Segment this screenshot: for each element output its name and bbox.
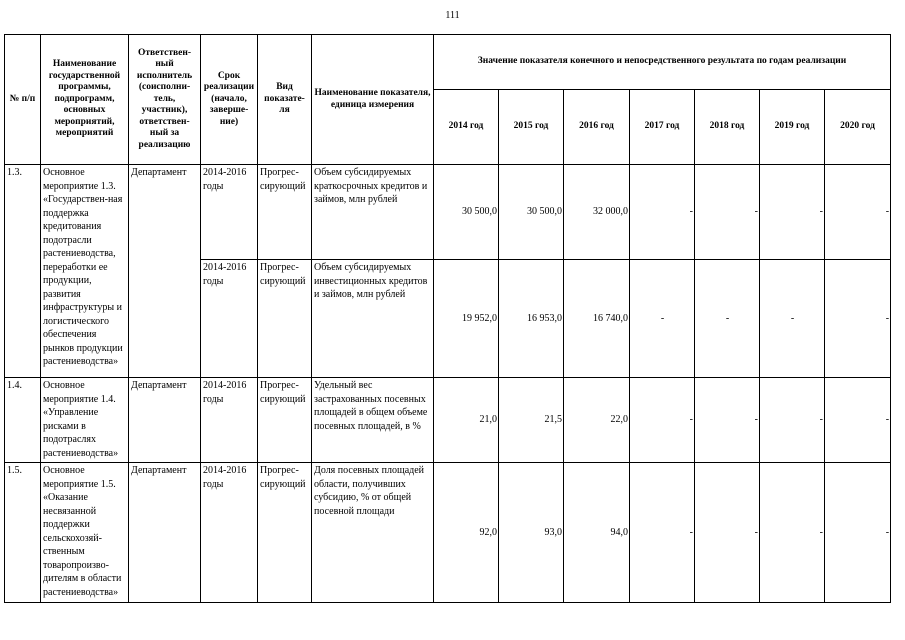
indicators-table bbox=[4, 34, 891, 603]
value-cell: - bbox=[630, 378, 695, 463]
header-year: 2020 год bbox=[825, 90, 891, 165]
value-cell: 94,0 bbox=[564, 463, 630, 603]
header-year: 2018 год bbox=[695, 90, 760, 165]
header-values-group: Значение показателя конечного и непосредственного результата по годам реализации bbox=[434, 35, 891, 90]
header-name: Наименование государственной программы, подпрограмм, основных мероприятий, мероприятий bbox=[41, 35, 129, 165]
indicator-name: Удельный вес застрахованных посевных площадей в общем объеме посевных площадей, в % bbox=[312, 378, 434, 463]
activity-name: Основное мероприятие 1.3. «Государствен-ная поддержка кредитования подотрасли растениеводства, переработки ее продукции, развития инфраструктуры и логистического обеспечения рынков продукции растениеводства» bbox=[41, 165, 129, 378]
value-cell: - bbox=[760, 463, 825, 603]
value-cell: 92,0 bbox=[434, 463, 499, 603]
value-cell: - bbox=[825, 165, 891, 260]
value-cell: 32 000,0 bbox=[564, 165, 630, 260]
table-row bbox=[5, 378, 891, 463]
value-cell: - bbox=[825, 463, 891, 603]
header-indicator-name: Наименование показателя, единица измерения bbox=[312, 35, 434, 165]
indicator-type: Прогрес-сирующий bbox=[258, 378, 312, 463]
table-row bbox=[5, 463, 891, 603]
row-number: 1.3. bbox=[5, 165, 41, 378]
header-year: 2015 год bbox=[499, 90, 564, 165]
value-cell: - bbox=[760, 260, 825, 378]
activity-name: Основное мероприятие 1.5. «Оказание несвязанной поддержки сельскохозяй-ственным товаропроизво-дителям в области растениеводства» bbox=[41, 463, 129, 603]
row-number: 1.5. bbox=[5, 463, 41, 603]
value-cell: - bbox=[630, 463, 695, 603]
responsible: Департамент bbox=[129, 165, 201, 378]
value-cell: - bbox=[695, 165, 760, 260]
header-term: Срок реализации (начало, заверше-ние) bbox=[201, 35, 258, 165]
activity-name: Основное мероприятие 1.4. «Управление рисками в подотраслях растениеводства» bbox=[41, 378, 129, 463]
term: 2014-2016 годы bbox=[201, 260, 258, 378]
indicator-type: Прогрес-сирующий bbox=[258, 260, 312, 378]
indicator-name: Доля посевных площадей области, получивших субсидию, % от общей посевной площади bbox=[312, 463, 434, 603]
indicator-type: Прогрес-сирующий bbox=[258, 463, 312, 603]
value-cell: 16 740,0 bbox=[564, 260, 630, 378]
header-year: 2019 год bbox=[760, 90, 825, 165]
term: 2014-2016 годы bbox=[201, 165, 258, 260]
value-cell: - bbox=[760, 165, 825, 260]
term: 2014-2016 годы bbox=[201, 463, 258, 603]
value-cell: 93,0 bbox=[499, 463, 564, 603]
value-cell: - bbox=[695, 463, 760, 603]
value-cell: 19 952,0 bbox=[434, 260, 499, 378]
header-responsible: Ответствен-ный исполнитель (соисполни-тель, участник), ответствен-ный за реализацию bbox=[129, 35, 201, 165]
value-cell: 22,0 bbox=[564, 378, 630, 463]
header-year: 2014 год bbox=[434, 90, 499, 165]
responsible: Департамент bbox=[129, 463, 201, 603]
value-cell: 21,5 bbox=[499, 378, 564, 463]
responsible: Департамент bbox=[129, 378, 201, 463]
header-year: 2017 год bbox=[630, 90, 695, 165]
indicator-name: Объем субсидируемых инвестиционных кредитов и займов, млн рублей bbox=[312, 260, 434, 378]
indicator-type: Прогрес-сирующий bbox=[258, 165, 312, 260]
row-number: 1.4. bbox=[5, 378, 41, 463]
value-cell: - bbox=[825, 260, 891, 378]
value-cell: - bbox=[695, 378, 760, 463]
term: 2014-2016 годы bbox=[201, 378, 258, 463]
value-cell: - bbox=[825, 378, 891, 463]
page-number: 111 bbox=[445, 10, 460, 21]
value-cell: 16 953,0 bbox=[499, 260, 564, 378]
header-indicator-type: Вид показате-ля bbox=[258, 35, 312, 165]
value-cell: 21,0 bbox=[434, 378, 499, 463]
value-cell: 30 500,0 bbox=[499, 165, 564, 260]
value-cell: - bbox=[630, 165, 695, 260]
header-year: 2016 год bbox=[564, 90, 630, 165]
value-cell: - bbox=[760, 378, 825, 463]
value-cell: - bbox=[630, 260, 695, 378]
table-row bbox=[5, 165, 891, 260]
header-num: № п/п bbox=[5, 35, 41, 165]
value-cell: 30 500,0 bbox=[434, 165, 499, 260]
indicator-name: Объем субсидируемых краткосрочных кредитов и займов, млн рублей bbox=[312, 165, 434, 260]
value-cell: - bbox=[695, 260, 760, 378]
